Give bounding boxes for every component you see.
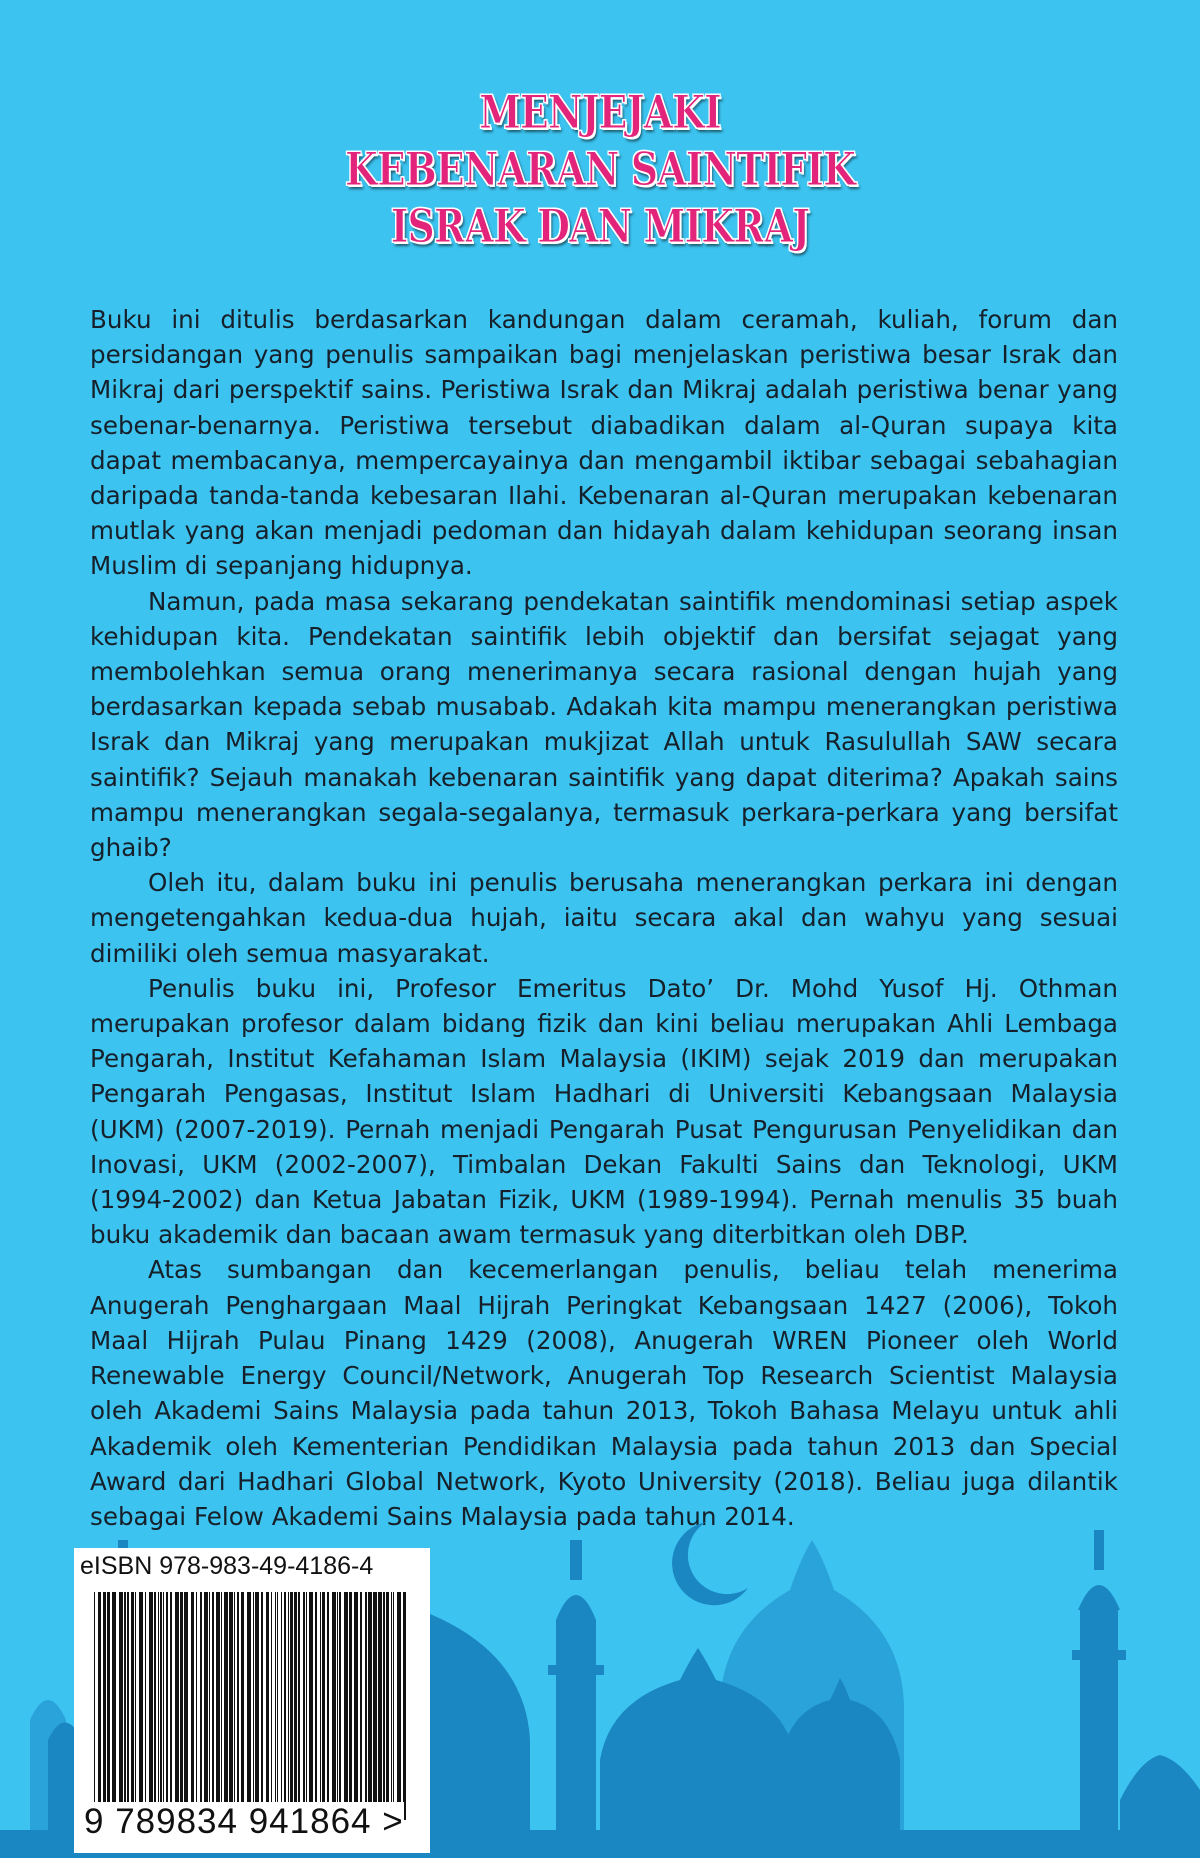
barcode-bar (103, 1592, 106, 1820)
barcode-bar (320, 1592, 321, 1820)
blurb-paragraph: Atas sumbangan dan kecemerlangan penulis, beliau telah menerima Anugerah Penghargaan Maal Hijrah Peringkat Kebangsaan 1427 (2006), Tokoh Maal Hijrah Pulau Pinang 1429 (2008), Anugerah WREN Pioneer oleh World Renewable Energy Council/Network, Anugerah Top Research Scientist Malaysia oleh Akademi Sains Malaysia pada tahun 2013, Tokoh Bahasa Melayu untuk ahli Akademik oleh Kementerian Pendidikan Malaysia pada tahun 2013 dan Special Award dari Hadhari Global Network, Kyoto University (2018). Beliau juga dilantik sebagai Felow Akademi Sains Malaysia pada tahun 2014. (90, 1255, 1118, 1531)
barcode-bar (271, 1592, 272, 1820)
barcode-bar (94, 1592, 95, 1820)
barcode-bar (275, 1592, 276, 1820)
barcode-bar (216, 1592, 220, 1820)
barcode-bar (127, 1592, 129, 1820)
barcode-bar (294, 1592, 297, 1820)
barcode-bar (397, 1592, 401, 1820)
barcode-bar (247, 1592, 251, 1820)
barcode-bar (368, 1592, 372, 1820)
barcode-bar (200, 1592, 202, 1820)
barcode-bar (284, 1592, 286, 1820)
barcode-bar (139, 1592, 143, 1820)
barcode-bar (107, 1592, 110, 1820)
barcode-bar (365, 1592, 367, 1820)
barcode-bar (306, 1592, 307, 1820)
barcode-bar (349, 1592, 352, 1820)
barcode-bar (261, 1592, 263, 1820)
barcode-bar (160, 1592, 162, 1820)
barcode-bar (303, 1592, 305, 1820)
barcode-bar (339, 1592, 341, 1820)
title-line-1: MENJEJAKI (479, 85, 721, 139)
title-line-2: KEBENARAN SAINTIFIK (344, 142, 856, 196)
blurb-paragraph: Penulis buku ini, Profesor Emeritus Dato’ Dr. Mohd Yusof Hj. Othman merupakan profesor dalam bidang fizik dan kini beliau merupakan Ahli Lembaga Pengarah, Institut Kefahaman Islam Malaysia (IKIM) sejak 2019 dan merupakan Pengarah Pengasas, Institut Islam Hadhari di Universiti Kebangsaan Malaysia (UKM) (2007-2019). Pernah menjadi Pengarah Pusat Pengurusan Penyelidikan dan Inovasi, UKM (2002-2007), Timbalan Dekan Fakulti Sains dan Teknologi, UKM (1994-2002) dan Ketua Jabatan Fizik, UKM (1989-1994). Pernah menulis 35 buah buku akademik dan bacaan awam termasuk yang diterbitkan oleh DBP. (90, 973, 1118, 1250)
book-title (0, 84, 1200, 255)
barcode-bar (332, 1592, 336, 1820)
barcode-bar (281, 1592, 282, 1820)
barcode-bar (266, 1592, 269, 1820)
barcode-bar (191, 1592, 194, 1820)
barcode-bar (253, 1592, 254, 1820)
barcode-bar (373, 1592, 377, 1820)
barcode-bar (204, 1592, 208, 1820)
barcode-bar (98, 1592, 101, 1820)
crescent-moon-icon (672, 1522, 748, 1605)
barcode-bar (166, 1592, 168, 1820)
blurb-paragraph: Oleh itu, dalam buku ini penulis berusaha menerangkan perkara ini dengan mengetengahkan kedua-dua hujah, iaitu secara akal dan wahyu yang sesuai dimiliki oleh semua masyarakat. (90, 868, 1118, 968)
barcode-bar (145, 1592, 146, 1820)
barcode-bar (277, 1592, 278, 1820)
barcode-bar (391, 1592, 392, 1820)
barcode-bar (315, 1592, 317, 1820)
isbn-label: eISBN 978-983-49-4186-4 (80, 1552, 374, 1580)
barcode-bar (290, 1592, 293, 1820)
barcode-bar (184, 1592, 188, 1820)
barcode-bar (175, 1592, 179, 1820)
barcode-bar (119, 1592, 123, 1820)
barcode-bar (360, 1592, 362, 1820)
barcode-bar (154, 1592, 156, 1820)
barcode-bar (212, 1592, 214, 1820)
barcode-bar (229, 1592, 233, 1820)
barcode-bar (135, 1592, 136, 1820)
barcode-bar (209, 1592, 210, 1820)
barcode-bar (327, 1592, 329, 1820)
barcode-bar (344, 1592, 348, 1820)
barcode-bar (163, 1592, 164, 1820)
barcode-bar (237, 1592, 239, 1820)
title-line-3: ISRAK DAN MIKRAJ (390, 199, 810, 253)
barcode-bar (298, 1592, 300, 1820)
barcode-bar (112, 1592, 116, 1820)
barcode-bar (288, 1592, 289, 1820)
back-cover-blurb (90, 302, 1118, 1534)
barcode-bar (196, 1592, 197, 1820)
barcode-bar (224, 1592, 228, 1820)
barcode-bar (383, 1592, 385, 1820)
barcode-bars (94, 1592, 414, 1820)
barcode-bar (337, 1592, 338, 1820)
barcode-bar (322, 1592, 325, 1820)
blurb-paragraph: Buku ini ditulis berdasarkan kandungan dalam ceramah, kuliah, forum dan persidangan yang penulis sampaikan bagi menjelaskan peristiwa besar Israk dan Mikraj dari perspektif sains. Peristiwa Israk dan Mikraj adalah peristiwa benar yang sebenar-benarnya. Peristiwa tersebut diabadikan dalam al-Quran supaya kita dapat membacanya, mempercayainya dan mengambil iktibar sebagai sebahagian daripada tanda-tanda kebesaran Ilahi. Kebenaran al-Quran merupakan kebenaran mutlak yang akan menjadi pedoman dan hidayah dalam kehidupan seorang insan Muslim di sepanjang hidupnya. (90, 305, 1118, 581)
barcode-bar (393, 1592, 394, 1820)
barcode-bar (131, 1592, 134, 1820)
barcode-bar (255, 1592, 259, 1820)
barcode-bar (378, 1592, 382, 1820)
barcode-bar (234, 1592, 235, 1820)
barcode-bar (309, 1592, 313, 1820)
barcode-bar (241, 1592, 244, 1820)
barcode-bar (180, 1592, 183, 1820)
barcode-bar (354, 1592, 358, 1820)
barcode-bar (170, 1592, 172, 1820)
barcode-bar (149, 1592, 153, 1820)
barcode-digits: 9 789834 941864 > (84, 1802, 404, 1841)
blurb-paragraph: Namun, pada masa sekarang pendekatan saintifik mendominasi setiap aspek kehidupan kita. Pendekatan saintifik lebih objektif dan bersifat sejagat yang membolehkan semua orang menerimanya secara rasional dengan hujah yang berdasarkan kepada sebab musabab. Adakah kita mampu menerangkan peristiwa Israk dan Mikraj yang merupakan mukjizat Allah untuk Rasulullah SAW secara saintifik? Sejauh manakah kebenaran saintifik yang dapat diterima? Apakah sains mampu menerangkan segala-segalanya, termasuk perkara-perkara yang bersifat ghaib? (90, 586, 1118, 863)
barcode-bar (386, 1592, 389, 1820)
barcode-bar (124, 1592, 126, 1820)
barcode-bar (221, 1592, 222, 1820)
barcode-bar (158, 1592, 159, 1820)
barcode-bar (403, 1592, 406, 1820)
isbn-barcode (74, 1548, 430, 1853)
